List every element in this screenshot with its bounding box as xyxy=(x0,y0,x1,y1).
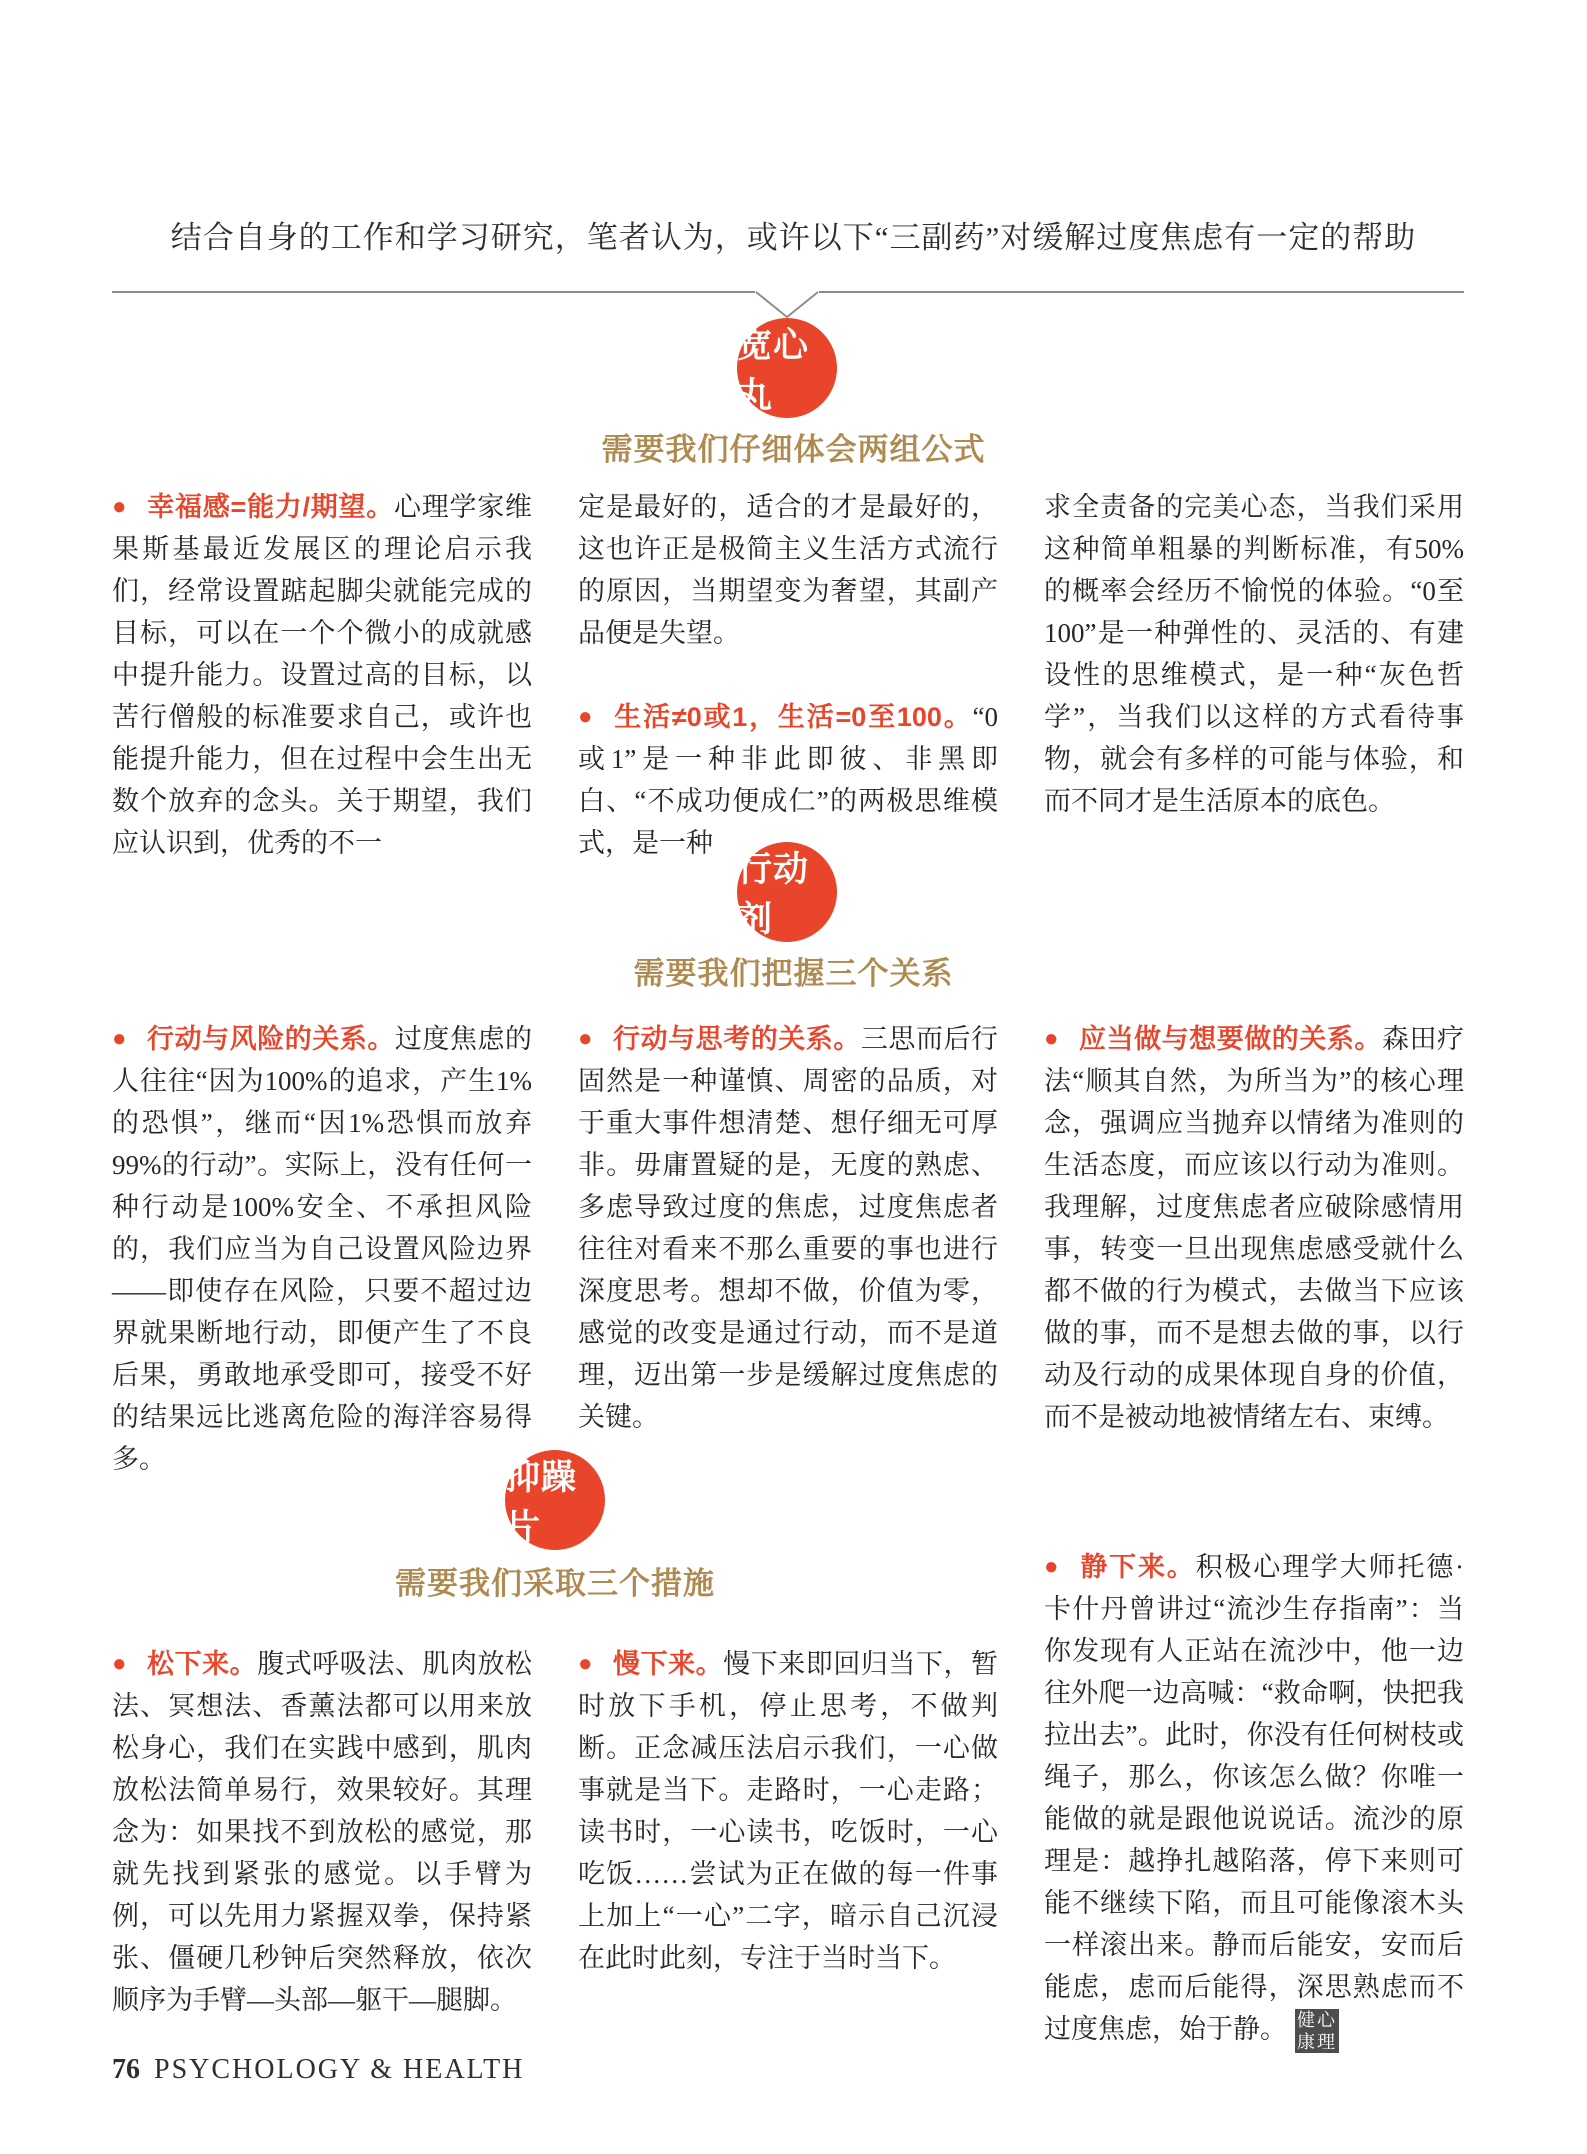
bullet-icon: ● xyxy=(112,1026,128,1052)
paragraph-body: 森田疗法“顺其自然，为所当为”的核心理念，强调应当抛弃以情绪为准则的生活态度，而应该以行动为准则。我理解，过度焦虑者应破除感情用事，转变一旦出现焦虑感受就什么都不做的行为模式，去做当下应该做的事，而不是想去做的事，以行动及行动的成果体现自身的价值，而不是被动地被情绪左右、束缚。 xyxy=(1044,1024,1465,1432)
bullet-icon: ● xyxy=(1044,1554,1061,1580)
paragraph-body: 心理学家维果斯基最近发展区的理论启示我们，经常设置踮起脚尖就能完成的目标，可以在一个个微小的成就感中提升能力。设置过高的目标，以苦行僧般的标准要求自己，或许也能提升能力，但在过程中会生出无数个放弃的念头。关于期望，我们应认识到，优秀的不一 xyxy=(112,492,532,858)
section2-column-1 xyxy=(112,1018,532,1480)
magazine-seal xyxy=(1295,2009,1339,2053)
section2-column-2 xyxy=(578,1018,998,1480)
bullet-icon: ● xyxy=(1044,1026,1060,1052)
paragraph xyxy=(112,486,532,864)
paragraph-body: 求全责备的完美心态，当我们采用这种简单粗暴的判断标准，有50%的概率会经历不愉悦的体验。“0至100”是一种弹性的、灵活的、有建设性的思维模式，是一种“灰色哲学”，当我们以这样的方式看待事物，就会有多样的可能与体验，和而不同才是生活原本的底色。 xyxy=(1044,492,1464,816)
section1-column-1 xyxy=(112,486,532,864)
intro-line: 结合自身的工作和学习研究，笔者认为，或许以下“三副药”对缓解过度焦虑有一定的帮助 xyxy=(170,220,1417,255)
paragraph xyxy=(1044,1018,1464,1438)
paragraph-body: “0或1”是一种非此即彼、非黑即白、“不成功便成仁”的两极思维模式，是一种 xyxy=(578,702,998,858)
section1-column-3 xyxy=(1044,486,1464,864)
section3-columns xyxy=(112,1643,998,2021)
pointer-notch-icon xyxy=(755,291,819,319)
page-number: 76 xyxy=(112,2054,140,2085)
paragraph-lead: 慢下来。 xyxy=(613,1649,724,1679)
bullet-icon: ● xyxy=(578,1026,594,1052)
paragraph-lead: 应当做与想要做的关系。 xyxy=(1079,1024,1382,1054)
paragraph-body: 积极心理学大师托德·卡什丹曾讲过“流沙生存指南”：当你发现有人正站在流沙中，他一边往外爬一边高喊：“救命啊，快把我拉出去”。此时，你没有任何树枝或绳子，那么，你该怎么做？你唯一能做的就是跟他说说话。流沙的原理是：越挣扎越陷落，停下来则可能不继续下陷，而且可能像滚木头一样滚出来。静而后能安，安而后能虑，虑而后能得，深思熟虑而不过度焦虑，始于静。 xyxy=(1044,1552,1465,2044)
paragraph-body: 三思而后行固然是一种谨慎、周密的品质，对于重大事件想清楚、想仔细无可厚非。毋庸置疑的是，无度的熟虑、多虑导致过度的焦虑，过度焦虑者往往对看来不那么重要的事也进行深度思考。想却不做，价值为零，感觉的改变是通过行动，而不是道理，迈出第一步是缓解过度焦虑的关键。 xyxy=(578,1024,999,1432)
bullet-icon: ● xyxy=(112,1651,128,1677)
section2-badge: 行动剂 xyxy=(737,842,837,942)
section1-subtitle: 需要我们仔细体会两组公式 xyxy=(601,432,986,467)
section3-column-1 xyxy=(112,1643,532,2021)
paragraph-lead: 松下来。 xyxy=(147,1649,258,1679)
paragraph xyxy=(112,1018,532,1480)
paragraph xyxy=(578,486,998,654)
seal-row: 健心 xyxy=(1297,2010,1337,2030)
section3-column-2 xyxy=(578,1643,998,2021)
paragraph-lead: 静下来。 xyxy=(1080,1552,1196,1582)
section3-left-block xyxy=(112,1450,998,2021)
paragraph xyxy=(112,1643,532,2021)
magazine-name: PSYCHOLOGY & HEALTH xyxy=(154,2054,525,2085)
paragraph-lead: 生活≠0或1，生活=0至100。 xyxy=(614,702,973,732)
paragraph xyxy=(1044,486,1464,822)
bullet-icon: ● xyxy=(112,494,128,520)
paragraph xyxy=(578,1018,998,1438)
paragraph xyxy=(1044,1450,1464,2053)
paragraph-body: 过度焦虑的人往往“因为100%的追求，产生1%的恐惧”，继而“因1%恐惧而放弃99%的行动”。实际上，没有任何一种行动是100%安全、不承担风险的，我们应当为自己设置风险边界——即使存在风险，只要不超过边界就果断地行动，即便产生了不良后果，勇敢地承受即可，接受不好的结果远比逃离危险的海洋容易得多。 xyxy=(112,1024,533,1474)
section2-column-3 xyxy=(1044,1018,1464,1480)
bullet-icon: ● xyxy=(578,704,595,730)
page-footer xyxy=(112,2054,524,2086)
paragraph-lead: 幸福感=能力/期望。 xyxy=(147,492,394,522)
section3-right-column xyxy=(1044,1450,1464,2053)
seal-row: 康理 xyxy=(1297,2032,1337,2052)
section3-badge: 抑躁片 xyxy=(505,1450,605,1550)
section1-column-2 xyxy=(578,486,998,864)
paragraph-body: 腹式呼吸法、肌肉放松法、冥想法、香薰法都可以用来放松身心，我们在实践中感到，肌肉放松法简单易行，效果较好。其理念为：如果找不到放松的感觉，那就先找到紧张的感觉。以手臂为例，可以先用力紧握双拳，保持紧张、僵硬几秒钟后突然释放，依次顺序为手臂—头部—躯干—腿脚。 xyxy=(112,1649,533,2015)
section2-columns xyxy=(112,1018,1464,1480)
paragraph-lead: 行动与思考的关系。 xyxy=(613,1024,861,1054)
section1-columns xyxy=(112,486,1464,864)
paragraph-body: 慢下来即回归当下，暂时放下手机，停止思考，不做判断。正念减压法启示我们，一心做事就是当下。走路时，一心走路；读书时，一心读书，吃饭时，一心吃饭……尝试为正在做的每一件事上加上“一心”二字，暗示自己沉浸在此时此刻，专注于当时当下。 xyxy=(578,1649,999,1973)
section2-subtitle: 需要我们把握三个关系 xyxy=(633,956,954,991)
divider-left-segment xyxy=(112,291,755,293)
bullet-icon: ● xyxy=(578,1651,594,1677)
section-divider xyxy=(112,291,1464,319)
paragraph xyxy=(578,696,998,864)
section3-subtitle: 需要我们采取三个措施 xyxy=(395,1566,715,1601)
paragraph-body: 定是最好的，适合的才是最好的，这也许正是极简主义生活方式流行的原因，当期望变为奢望，其副产品便是失望。 xyxy=(578,492,998,648)
section1-badge: 宽心丸 xyxy=(737,318,837,418)
paragraph-lead: 行动与风险的关系。 xyxy=(147,1024,395,1054)
divider-right-segment xyxy=(819,291,1464,293)
paragraph xyxy=(578,1643,998,1979)
